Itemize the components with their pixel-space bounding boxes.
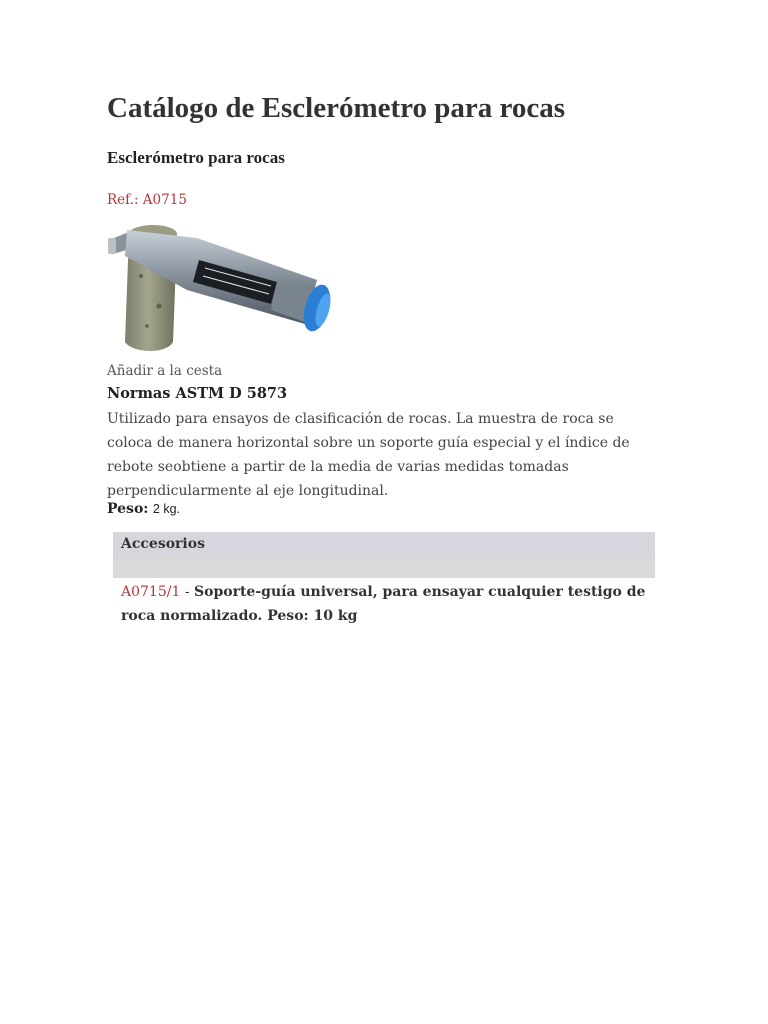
product-title: Esclerómetro para rocas (107, 148, 285, 167)
rock-hammer-image (107, 216, 335, 358)
product-description: Utilizado para ensayos de clasificación de rocas. La muestra de roca se coloca de manera horizontal sobre un soporte guía especial y el índice de rebote seobtiene a partir de la media de varias medidas tomadas perpendicularmente al eje longitudinal. (107, 411, 630, 499)
weight-label: Peso: (107, 501, 149, 517)
add-to-cart-link[interactable]: Añadir a la cesta (107, 363, 223, 379)
product-norms: Normas ASTM D 5873 (107, 385, 288, 402)
product-ref: Ref.: A0715 (107, 192, 187, 208)
page-title: Catálogo de Esclerómetro para rocas (107, 92, 565, 124)
accessory-separator: - (180, 584, 195, 600)
accessories-header: Accesorios (113, 532, 655, 556)
accessory-description: Soporte-guía universal, para ensayar cualquier testigo de roca normalizado. Peso: 10 kg (121, 584, 646, 624)
weight-value: 2 kg. (152, 502, 181, 516)
product-weight (107, 501, 180, 517)
accessory-item (121, 580, 651, 628)
accessory-code-link[interactable]: A0715/1 (121, 584, 181, 600)
accessories-divider (113, 556, 655, 578)
